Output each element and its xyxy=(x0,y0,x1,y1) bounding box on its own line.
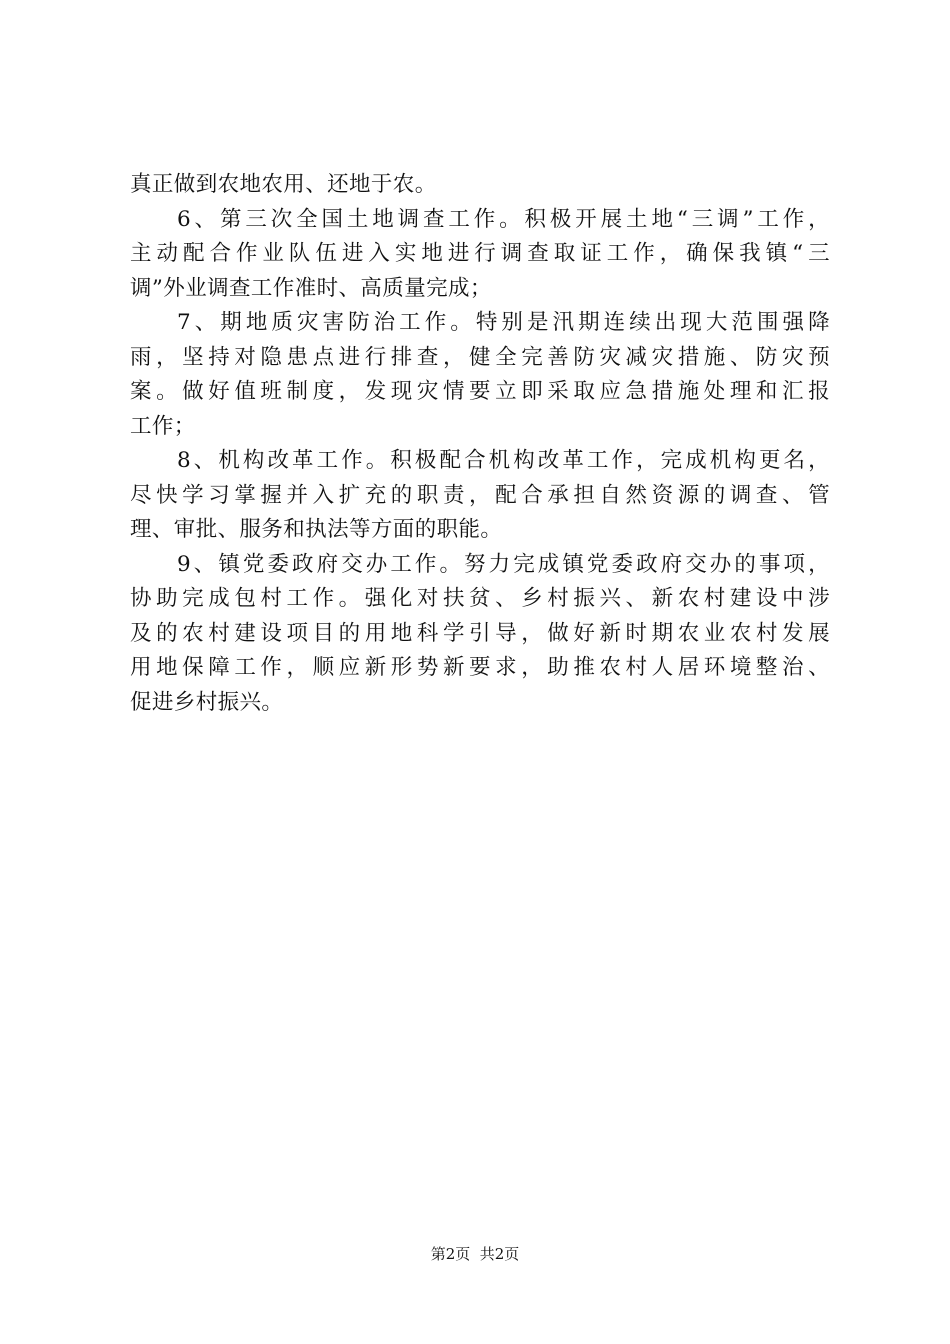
page-footer xyxy=(0,1244,950,1264)
paragraph-line: 9、镇党委政府交办工作。努力完成镇党委政府交办的事项， xyxy=(177,551,830,577)
paragraph-line: 6、第三次全国土地调查工作。积极开展土地“三调”工作， xyxy=(177,206,830,232)
paragraph-line: 主动配合作业队伍进入实地进行调查取证工作，确保我镇“三 xyxy=(130,241,830,266)
page-number-label: 第2页 共2页 xyxy=(430,1245,520,1263)
paragraph-line: 真正做到农地农用、还地于农。 xyxy=(130,172,437,197)
paragraph-line: 尽快学习掌握并入扩充的职责，配合承担自然资源的调查、管 xyxy=(130,482,830,508)
paragraph-line: 7、期地质灾害防治工作。特别是汛期连续出现大范围强降 xyxy=(177,310,830,335)
paragraph-line: 及的农村建设项目的用地科学引导，做好新时期农业农村发展 xyxy=(130,620,830,646)
paragraph-line: 案。做好值班制度，发现灾情要立即采取应急措施处理和汇报 xyxy=(130,379,830,404)
paragraph-line: 工作； xyxy=(130,413,196,439)
paragraph-line: 理、审批、服务和执法等方面的职能。 xyxy=(130,517,503,542)
document-body xyxy=(130,168,830,720)
paragraph-line: 协助完成包村工作。强化对扶贫、乡村振兴、新农村建设中涉 xyxy=(130,586,830,611)
paragraph-line: 调”外业调查工作准时、高质量完成； xyxy=(130,275,492,301)
paragraph-line: 促进乡村振兴。 xyxy=(130,689,284,715)
paragraph-line: 用地保障工作，顺应新形势新要求，助推农村人居环境整治、 xyxy=(130,655,830,680)
paragraph-line: 8、机构改革工作。积极配合机构改革工作，完成机构更名， xyxy=(177,448,830,473)
paragraph-line: 雨，坚持对隐患点进行排查，健全完善防灾减灾措施、防灾预 xyxy=(130,344,830,370)
